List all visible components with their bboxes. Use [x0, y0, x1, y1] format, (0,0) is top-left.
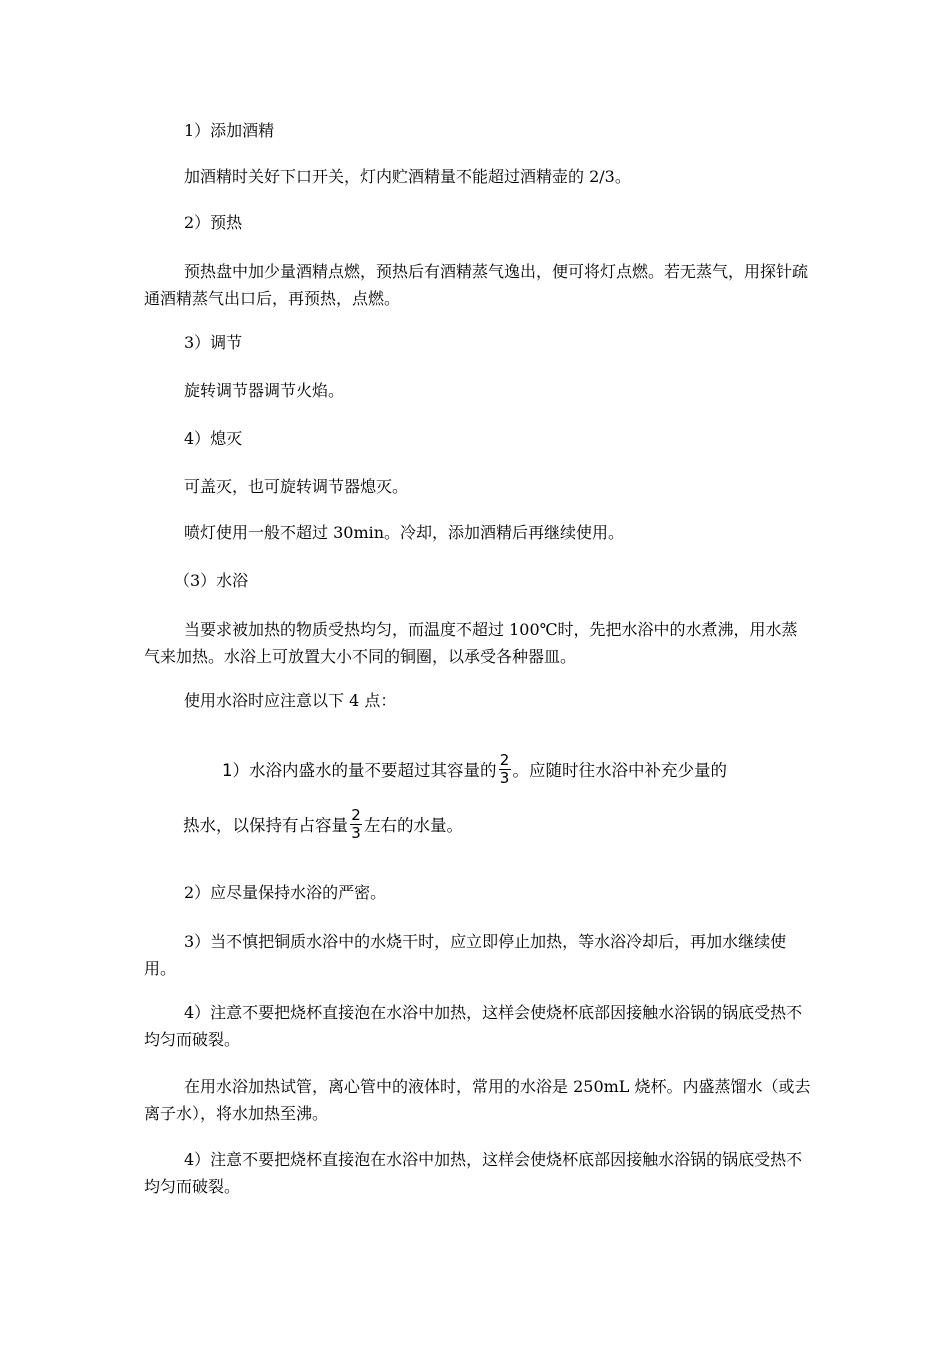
step-2-text: 预热盘中加少量酒精点燃，预热后有酒精蒸气逸出，便可将灯点燃。若无蒸气，用探针疏通酒精蒸气出口后，再预热，点燃。	[144, 262, 809, 308]
fraction-denominator: 3	[499, 769, 510, 787]
note-4: 4）注意不要把烧杯直接泡在水浴中加热，这样会使烧杯底部因接触水浴锅的锅底受热不均匀而破裂。	[144, 1003, 803, 1049]
fraction-numerator: 2	[499, 751, 510, 769]
note-1-text-d: 左右的水量。	[364, 816, 463, 835]
water-bath-heading: （3）水浴	[174, 571, 249, 590]
step-4-text: 可盖灭，也可旋转调节器熄灭。	[184, 477, 409, 496]
note-1-line-1	[222, 751, 727, 791]
water-bath-notes-lead: 使用水浴时应注意以下 4 点：	[184, 691, 397, 710]
water-bath-intro: 当要求被加热的物质受热均匀，而温度不超过 100℃时，先把水浴中的水煮沸，用水蒸气来加热。水浴上可放置大小不同的铜圈，以承受各种器皿。	[144, 620, 798, 666]
fraction-two-thirds	[499, 752, 511, 787]
test-tube-heating-text: 在用水浴加热试管，离心管中的液体时，常用的水浴是 250mL 烧杯。内盛蒸馏水（或去离子水），将水加热至沸。	[144, 1077, 811, 1123]
step-4-heading: 4）熄灭	[184, 429, 243, 448]
fraction-numerator: 2	[351, 806, 361, 824]
fraction-two-thirds	[350, 807, 362, 842]
step-2-heading: 2）预热	[184, 213, 243, 232]
note-2: 2）应尽量保持水浴的严密。	[184, 883, 387, 902]
fraction-denominator: 3	[351, 824, 361, 842]
note-1-text-c: 热水，以保持有占容量	[183, 816, 348, 835]
step-1-text: 加酒精时关好下口开关，灯内贮酒精量不能超过酒精壶的 2/3。	[184, 167, 631, 186]
lamp-usage-note: 喷灯使用一般不超过 30min。冷却，添加酒精后再继续使用。	[184, 523, 625, 542]
note-1-text-a: 1）水浴内盛水的量不要超过其容量的	[222, 761, 497, 780]
note-1-line-2	[183, 806, 463, 846]
step-3-text: 旋转调节器调节火焰。	[184, 381, 345, 400]
step-1-heading: 1）添加酒精	[184, 121, 275, 140]
note-1-text-b: 。应随时往水浴中补充少量的	[512, 761, 727, 780]
note-4-repeat: 4）注意不要把烧杯直接泡在水浴中加热，这样会使烧杯底部因接触水浴锅的锅底受热不均匀而破裂。	[144, 1150, 803, 1196]
step-3-heading: 3）调节	[184, 333, 243, 352]
note-3: 3）当不慎把铜质水浴中的水烧干时，应立即停止加热，等水浴冷却后，再加水继续使用。	[144, 932, 787, 978]
